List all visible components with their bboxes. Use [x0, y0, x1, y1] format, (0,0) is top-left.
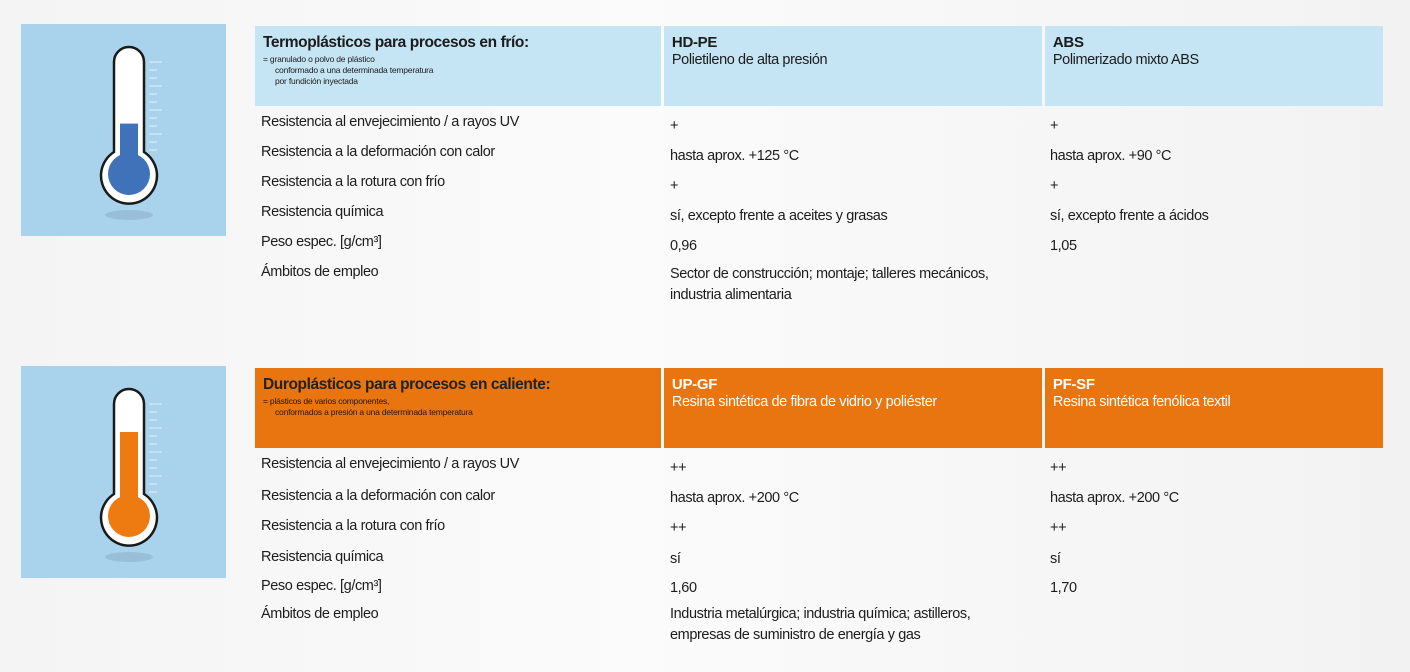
property-label: Resistencia al envejecimiento / a rayos UV — [261, 456, 520, 472]
thermometer-cold-icon — [21, 24, 226, 236]
material-name: Polimerizado mixto ABS — [1052, 52, 1199, 68]
value-col1 — [670, 176, 1040, 197]
subtitle-line: conformados a presión a una determinada temperatura — [275, 407, 473, 417]
value-line: ++ — [670, 520, 687, 536]
value-col1 — [670, 578, 1040, 599]
value-col1 — [670, 146, 1040, 167]
value-col1 — [670, 116, 1040, 137]
value-line: Industria metalúrgica; industria química; astilleros, — [670, 606, 971, 622]
value-col1 — [670, 604, 1040, 646]
header-material-pfsf — [1045, 368, 1383, 448]
property-label: Resistencia a la rotura con frío — [261, 518, 445, 534]
value-col2: ++ — [1050, 460, 1067, 476]
value-col2: sí, excepto frente a ácidos — [1050, 208, 1209, 224]
value-col1 — [670, 458, 1040, 479]
value-col2: hasta aprox. +90 °C — [1050, 148, 1172, 164]
property-label: Resistencia química — [261, 204, 384, 220]
value-col1 — [670, 236, 1040, 257]
property-label: Resistencia a la rotura con frío — [261, 174, 445, 190]
material-code: ABS — [1052, 34, 1084, 51]
value-line: + — [670, 178, 679, 194]
value-col2: hasta aprox. +200 °C — [1050, 490, 1179, 506]
value-col2: ++ — [1050, 520, 1067, 536]
material-code: PF-SF — [1052, 376, 1095, 393]
value-col2: + — [1050, 118, 1059, 134]
material-name: Resina sintética de fibra de vidrio y poliéster — [671, 394, 937, 410]
value-line: Sector de construcción; montaje; talleres mecánicos, — [670, 266, 989, 282]
header-thermosets — [255, 368, 1383, 448]
property-label: Peso espec. [g/cm³] — [261, 234, 382, 250]
header-material-abs — [1045, 26, 1383, 106]
value-line: empresas de suministro de energía y gas — [670, 627, 921, 643]
subtitle-line: conformado a una determinada temperatura — [275, 65, 434, 75]
header-category-cell — [255, 368, 661, 448]
material-code: UP-GF — [671, 376, 718, 393]
property-label: Ámbitos de empleo — [261, 606, 379, 622]
header-material-upgf — [664, 368, 1042, 448]
thermometer-cold-level — [120, 124, 138, 174]
property-label: Ámbitos de empleo — [261, 264, 379, 280]
material-name: Polietileno de alta presión — [671, 52, 828, 68]
value-col2: 1,70 — [1050, 580, 1077, 596]
value-col2: sí — [1050, 551, 1061, 567]
value-line: hasta aprox. +200 °C — [670, 490, 799, 506]
header-category-cell — [255, 26, 661, 106]
subtitle-line: por fundición inyectada — [275, 76, 358, 86]
property-label: Peso espec. [g/cm³] — [261, 578, 382, 594]
category-title: Termoplásticos para procesos en frío: — [263, 34, 529, 51]
category-subtitle — [263, 54, 653, 87]
value-col1 — [670, 549, 1040, 570]
category-subtitle — [263, 396, 653, 418]
value-col1 — [670, 488, 1040, 509]
thermometer-hot-panel — [21, 366, 226, 578]
thermometer-hot-level — [120, 432, 138, 516]
subtitle-line: = plásticos de varios componentes, — [263, 396, 390, 406]
value-col2: 1,05 — [1050, 238, 1077, 254]
header-thermoplastics — [255, 26, 1383, 106]
value-line: hasta aprox. +125 °C — [670, 148, 799, 164]
value-col1 — [670, 264, 1040, 306]
property-label: Resistencia química — [261, 549, 384, 565]
property-label: Resistencia a la deformación con calor — [261, 488, 495, 504]
value-line: 1,60 — [670, 580, 697, 596]
value-line: sí — [670, 551, 681, 567]
value-line: sí, excepto frente a aceites y grasas — [670, 208, 888, 224]
category-title: Duroplásticos para procesos en caliente: — [263, 376, 551, 393]
value-line: + — [670, 118, 679, 134]
property-label: Resistencia al envejecimiento / a rayos UV — [261, 114, 520, 130]
thermometer-hot-icon — [21, 366, 226, 578]
value-line: industria alimentaria — [670, 287, 792, 303]
value-line: ++ — [670, 460, 687, 476]
header-material-hdpe — [664, 26, 1042, 106]
value-col2: + — [1050, 178, 1059, 194]
value-col1 — [670, 206, 1040, 227]
material-code: HD-PE — [671, 34, 718, 51]
value-col1 — [670, 518, 1040, 539]
material-name: Resina sintética fenólica textil — [1052, 394, 1231, 410]
value-line: 0,96 — [670, 238, 697, 254]
property-label: Resistencia a la deformación con calor — [261, 144, 495, 160]
subtitle-line: = granulado o polvo de plástico — [263, 54, 375, 64]
thermometer-cold-panel — [21, 24, 226, 236]
